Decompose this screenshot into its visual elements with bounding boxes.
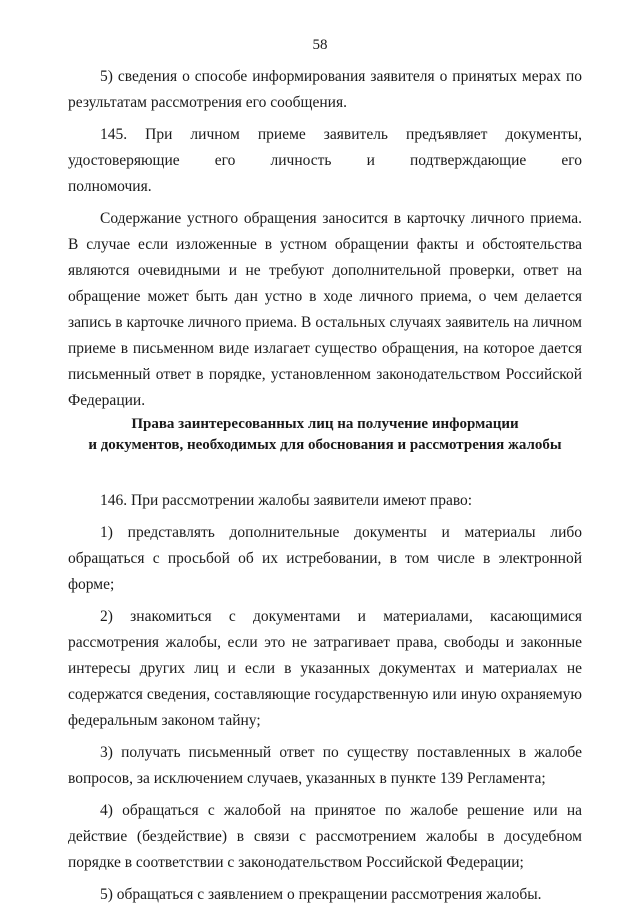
paragraph-oral-appeal: Содержание устного обращения заносится в карточку личного приема. В случае если изложенные в устном обращении факты и обстоятельства являются очевидными и не требуют дополнительной проверки, ответ на обращение может быть дан устно в ходе личного приема, о чем делается запись в карточке личного приема. В остальных случаях заявитель на личном приеме в письменном виде излагает существо обращения, на которое дается письменный ответ в порядке, установленном законодательством Российской Федерации. bbox=[68, 210, 582, 409]
list-item-2: 2) знакомиться с документами и материалами, касающимися рассмотрения жалобы, если это не затрагивает права, свободы и законные интересы других лиц и если в указанных документах и материалах не содержатся сведения, составляющие государственную или иную охраняемую федеральным законом тайну; bbox=[68, 608, 582, 729]
paragraph-145: 145. При личном приеме заявитель предъявляет документы, удостоверяющие его личность и подтверждающие его полномочия. bbox=[68, 126, 582, 195]
section-heading-line-2: и документов, необходимых для обоснования и рассмотрения жалобы bbox=[88, 437, 562, 453]
section-heading bbox=[68, 414, 582, 456]
list-item-3: 3) получать письменный ответ по существу поставленных в жалобе вопросов, за исключением случаев, указанных в пункте 139 Регламента; bbox=[68, 744, 582, 787]
list-item-1: 1) представлять дополнительные документы и материалы либо обращаться с просьбой об их истребовании, в том числе в электронной форме; bbox=[68, 524, 582, 593]
list-item-4: 4) обращаться с жалобой на принятое по жалобе решение или на действие (бездействие) в связи с рассмотрением жалобы в досудебном порядке в соответствии с законодательством Российской Федерации; bbox=[68, 802, 582, 871]
list-item-5: 5) обращаться с заявлением о прекращении рассмотрения жалобы. bbox=[100, 886, 542, 903]
page-number: 58 bbox=[312, 37, 328, 53]
section-heading-line-1: Права заинтересованных лиц на получение информации bbox=[131, 416, 519, 432]
paragraph-info-method: 5) сведения о способе информирования заявителя о принятых мерах по результатам рассмотрения его сообщения. bbox=[68, 68, 582, 111]
document-body bbox=[68, 64, 582, 908]
paragraph-146: 146. При рассмотрении жалобы заявители имеют право: bbox=[100, 492, 473, 509]
